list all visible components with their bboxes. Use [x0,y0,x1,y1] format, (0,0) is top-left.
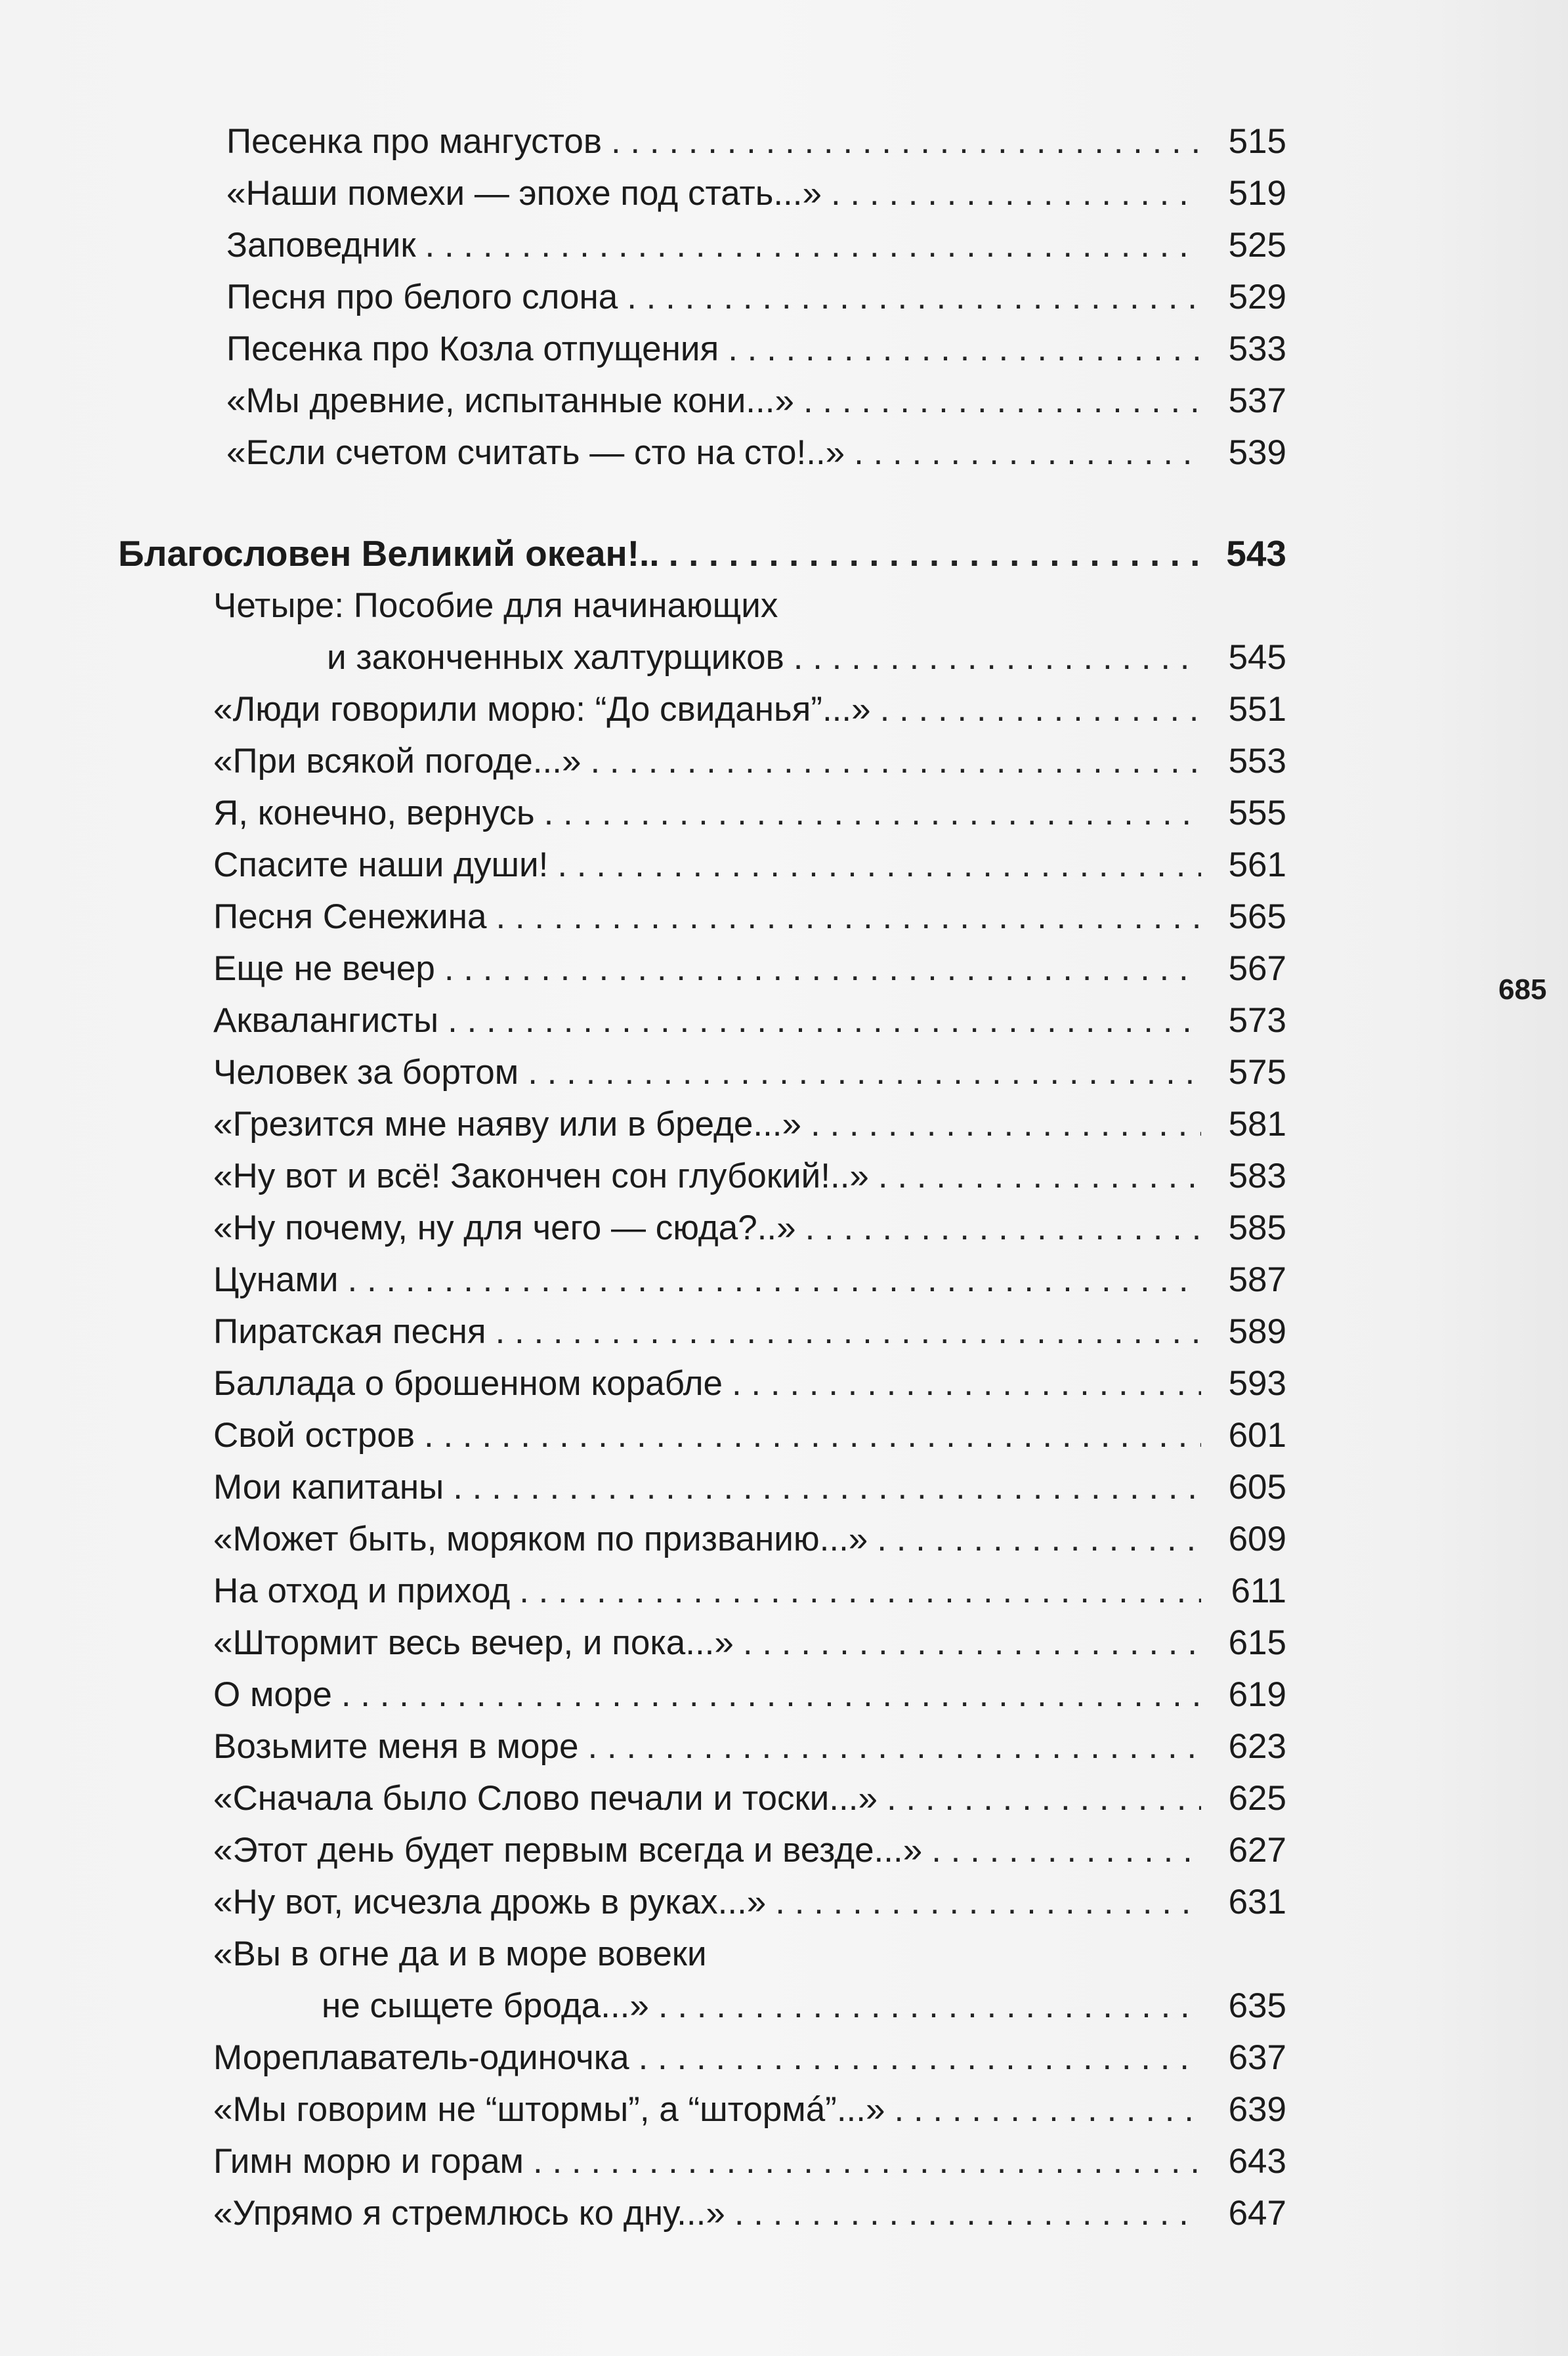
toc-entry [118,427,1286,479]
toc-entry-page: 561 [1228,846,1286,884]
toc-entry [118,167,1286,219]
toc-entry [118,1980,1286,2032]
toc-entry [118,1150,1286,1202]
toc-entry [118,632,1286,683]
toc-entry-title: Спасите наши души! [213,846,549,884]
dot-leader [639,2032,1201,2084]
toc-entry-page: 525 [1228,226,1286,265]
dot-leader [425,219,1201,271]
dot-leader [557,839,1201,891]
toc-entry-title: «Наши помехи — эпохе под стать...» [226,174,822,213]
toc-entry-page: 565 [1228,897,1286,936]
toc-entry-page: 585 [1228,1209,1286,1247]
dot-leader [528,1046,1201,1098]
toc-entry [118,375,1286,427]
dot-leader [669,528,1201,580]
toc-entry-title: «Грезится мне наяву или в бреде...» [213,1105,802,1144]
toc-entry-title: Песня Сенежина [213,897,487,936]
toc-entry-page: 553 [1228,742,1286,781]
toc-entry-page: 609 [1228,1520,1286,1558]
toc-entry [118,1358,1286,1409]
toc-entry-page: 625 [1228,1779,1286,1818]
toc-entry [118,1721,1286,1772]
toc-entry [118,1824,1286,1876]
toc-entry-line1: «Вы в огне да и в море вовеки [213,1935,707,1973]
toc-entry-page: 593 [1228,1364,1286,1403]
toc-entry-page: 589 [1228,1312,1286,1351]
toc-entry [118,995,1286,1046]
toc-entry [118,1565,1286,1617]
toc-entry [118,1617,1286,1669]
toc-entry-page: 605 [1228,1468,1286,1507]
toc-entry-title: «Может быть, моряком по призванию...» [213,1520,868,1558]
toc-entry-page: 639 [1228,2090,1286,2129]
toc-entry-title: «При всякой погоде...» [213,742,582,781]
dot-leader [424,1409,1201,1461]
toc-entry-title: не сыщете брода...» [322,1986,649,2025]
toc-entry [118,323,1286,375]
toc-entry-page: 573 [1228,1001,1286,1040]
dot-leader [895,2084,1202,2135]
dot-leader [544,787,1201,839]
toc-entry [118,1306,1286,1358]
toc-entry [118,116,1286,167]
toc-entry-page: 623 [1228,1727,1286,1766]
dot-leader [803,375,1201,427]
toc-entry-page: 539 [1228,433,1286,472]
toc-entry-title: «Упрямо я стремлюсь ко дну...» [213,2194,725,2233]
toc-entry-page: 555 [1228,794,1286,832]
toc-entry [118,1513,1286,1565]
toc-entry-page: 551 [1228,690,1286,729]
toc-entry [118,1669,1286,1721]
toc-entry-title: Цунами [213,1260,339,1299]
toc-entry-page: 631 [1228,1883,1286,1921]
toc-entry-page: 581 [1228,1105,1286,1144]
dot-leader [805,1202,1201,1254]
dot-leader [877,1513,1201,1565]
dot-leader [734,2187,1201,2239]
toc-entry-title: Свой остров [213,1416,415,1455]
toc-entry-page: 583 [1228,1157,1286,1195]
toc-entry-page: 635 [1228,1986,1286,2025]
toc-entry [118,2135,1286,2187]
toc-entry-title: Я, конечно, вернусь [213,794,535,832]
toc-entry-title: Заповедник [226,226,416,265]
toc-entry [118,2032,1286,2084]
toc-entry-title: «Мы говорим не “штормы”, а “штормá”...» [213,2090,885,2129]
toc-list-middle [118,683,1286,1928]
toc-entry-title: О море [213,1675,332,1714]
toc-entry-page: 647 [1228,2194,1286,2233]
page-number: 685 [1498,974,1547,1006]
toc-entry-page: 519 [1228,174,1286,213]
toc-entry-title: Мореплаватель-одиночка [213,2038,629,2077]
dot-leader [496,1306,1201,1358]
toc-entry-page: 587 [1228,1260,1286,1299]
toc-entry [118,1876,1286,1928]
toc-entry [118,2084,1286,2135]
toc-entry-page: 575 [1228,1053,1286,1092]
section-title: Благословен Великий океан!.. [118,533,660,574]
dot-leader [794,632,1201,683]
toc-entry-title: и законченных халтурщиков [327,638,784,677]
toc-entry [118,839,1286,891]
toc-entry-title: Баллада о брошенном корабле [213,1364,723,1403]
dot-leader [732,1358,1201,1409]
toc-entry-page: 533 [1228,330,1286,368]
dot-leader [880,683,1201,735]
toc-entry [118,219,1286,271]
dot-leader [496,891,1201,943]
dot-leader [533,2135,1201,2187]
toc-entry-title: Песенка про мангустов [226,122,602,161]
dot-leader [627,271,1201,323]
toc-entry-title: «Ну вот и всё! Закончен сон глубокий!..» [213,1157,869,1195]
toc-entry [118,1046,1286,1098]
toc-entry-title: Песня про белого слона [226,278,618,316]
toc-entry-page: 529 [1228,278,1286,316]
toc-entry [118,943,1286,995]
toc-entry [118,735,1286,787]
toc-entry [118,1098,1286,1150]
dot-leader [448,995,1201,1046]
toc-entry [118,2187,1286,2239]
toc-entry-title: Гимн морю и горам [213,2142,524,2181]
dot-leader [854,427,1201,479]
toc-entry-page: 627 [1228,1831,1286,1870]
toc-entry-title: «Ну почему, ну для чего — сюда?..» [213,1209,796,1247]
toc-entry-page: 619 [1228,1675,1286,1714]
dot-leader [341,1669,1201,1721]
toc-entry-title: Человек за бортом [213,1053,519,1092]
toc-entry-title: «Этот день будет первым всегда и везде...» [213,1831,923,1870]
dot-leader [587,1721,1201,1772]
toc-entry [118,891,1286,943]
toc-entry-title: «Ну вот, исчезла дрожь в руках...» [213,1883,767,1921]
dot-leader [878,1150,1201,1202]
dot-leader [887,1772,1201,1824]
toc-entry-title: Песенка про Козла отпущения [226,330,719,368]
table-of-contents [118,116,1286,2239]
dot-leader [611,116,1201,167]
dot-leader [775,1876,1201,1928]
toc-entry-page: 545 [1228,638,1286,677]
toc-entry-title: Еще не вечер [213,949,435,988]
toc-entry-page: 567 [1228,949,1286,988]
toc-entry-page: 611 [1231,1572,1286,1610]
toc-entry [118,787,1286,839]
dot-leader [519,1565,1201,1617]
toc-entry-page: 643 [1228,2142,1286,2181]
toc-entry-page: 601 [1228,1416,1286,1455]
dot-leader [453,1461,1201,1513]
toc-entry [118,1461,1286,1513]
toc-entry-title: «Штормит весь вечер, и пока...» [213,1623,734,1662]
dot-leader [658,1980,1201,2032]
toc-entry [118,1409,1286,1461]
section-page-number: 543 [1226,533,1286,574]
toc-entry-page: 615 [1228,1623,1286,1662]
toc-entry-title: Аквалангисты [213,1001,439,1040]
toc-entry-title: Пиратская песня [213,1312,486,1351]
toc-entry-line1: Четыре: Пособие для начинающих [213,586,778,625]
toc-list-top [118,116,1286,479]
toc-entry [118,1772,1286,1824]
dot-leader [831,167,1201,219]
dot-leader [931,1824,1201,1876]
toc-entry [118,683,1286,735]
dot-leader [348,1254,1202,1306]
dot-leader [811,1098,1201,1150]
toc-entry [118,1254,1286,1306]
toc-entry [118,1202,1286,1254]
toc-entry-title: «Сначала было Слово печали и тоски...» [213,1779,878,1818]
toc-entry-page: 637 [1228,2038,1286,2077]
dot-leader [743,1617,1201,1669]
toc-entry-page: 515 [1228,122,1286,161]
toc-list-bottom [118,2032,1286,2239]
toc-entry [118,271,1286,323]
toc-entry-title: «Люди говорили морю: “До свиданья”...» [213,690,871,729]
dot-leader [444,943,1201,995]
toc-entry-title: «Если счетом считать — сто на сто!..» [226,433,845,472]
toc-entry-title: На отход и приход [213,1572,511,1610]
toc-section-heading [118,528,1286,580]
toc-entry-title: Мои капитаны [213,1468,444,1507]
dot-leader [590,735,1201,787]
toc-entry-title: «Мы древние, испытанные кони...» [226,381,794,420]
toc-entry-page: 537 [1228,381,1286,420]
toc-entry-title: Возьмите меня в море [213,1727,579,1766]
dot-leader [728,323,1201,375]
